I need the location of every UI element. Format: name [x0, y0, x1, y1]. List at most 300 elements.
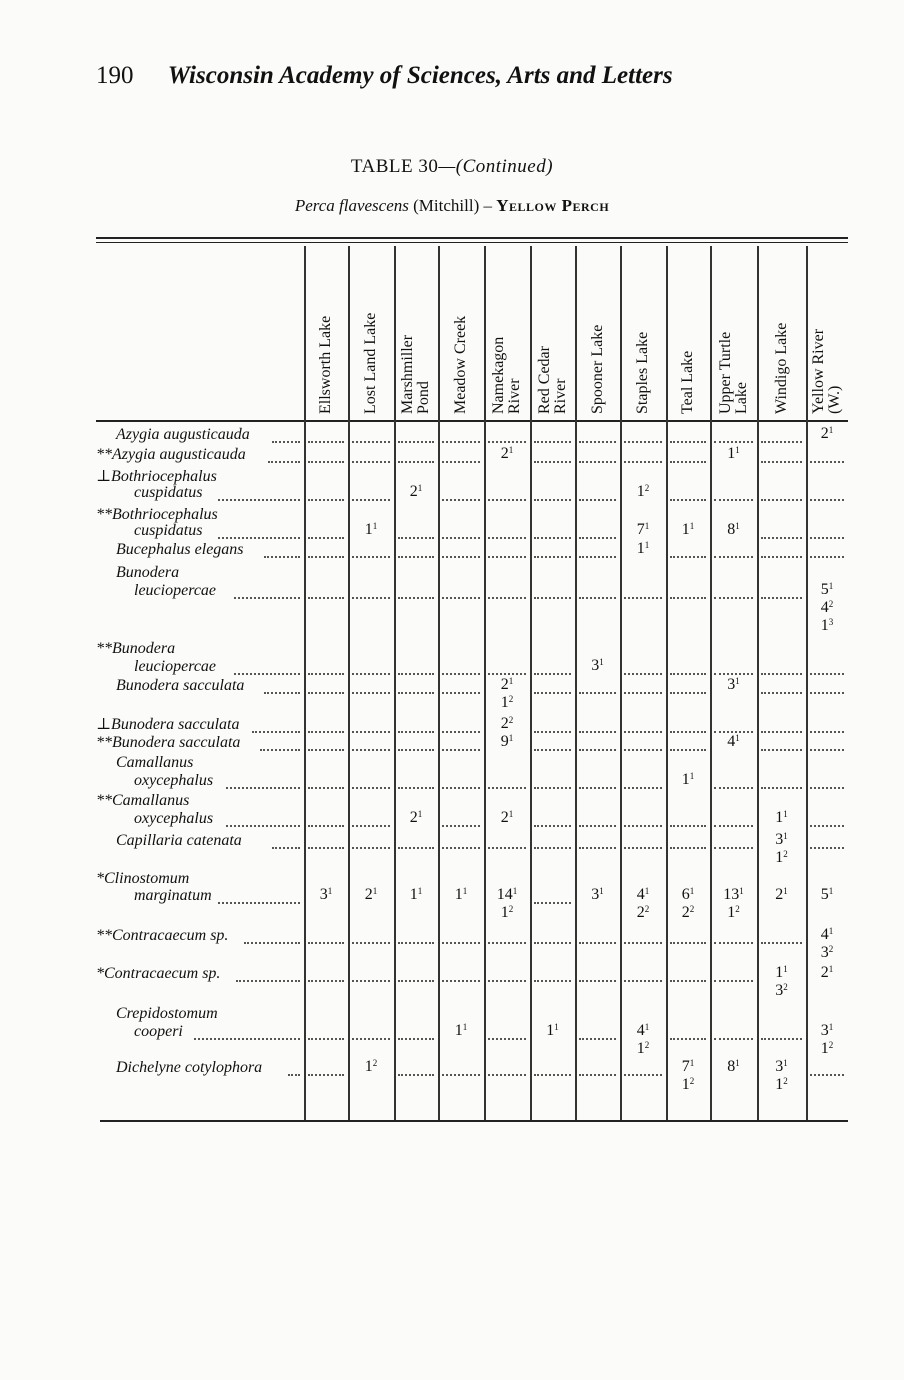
species-name: Bucephalus elegans: [116, 541, 244, 558]
cell-count: 3: [591, 657, 600, 674]
column-header: Staples Lake: [634, 331, 651, 414]
cell-count: 2: [500, 676, 509, 693]
species-name: *Contracaecum sp.: [96, 965, 221, 982]
dot-leader: [810, 749, 844, 752]
cell-superscript: 1: [689, 1058, 695, 1068]
cell-superscript: 1: [828, 964, 834, 974]
cell-value: [393, 483, 439, 501]
cell-value: [759, 1076, 805, 1094]
species-name: *Clinostomum: [96, 870, 190, 887]
dot-leader: [398, 1038, 434, 1041]
dot-leader: [352, 441, 390, 444]
dot-leader: [670, 461, 706, 464]
dot-leader: [308, 825, 344, 828]
dot-leader: [398, 692, 434, 695]
cell-count: 1: [500, 694, 509, 711]
dot-leader: [398, 847, 434, 850]
column-divider: [394, 246, 396, 1120]
dot-leader: [670, 441, 706, 444]
dot-leader: [268, 461, 300, 464]
cell-value: [804, 617, 850, 635]
species-name: **Bothriocephalus: [96, 506, 218, 523]
dot-leader: [244, 942, 300, 945]
cell-count: 3: [820, 944, 829, 961]
cell-value: [804, 1022, 850, 1040]
column-divider: [304, 246, 306, 1120]
dot-leader: [534, 499, 571, 502]
cell-value: [484, 694, 530, 712]
cell-superscript: 1: [735, 733, 740, 743]
dot-leader: [308, 556, 344, 559]
cell-superscript: 1: [689, 771, 695, 781]
species-name: Bunodera: [116, 564, 180, 581]
cell-value: [438, 1022, 484, 1040]
cell-value: [804, 964, 850, 982]
dot-leader: [579, 847, 616, 850]
cell-superscript: 2: [828, 599, 834, 609]
species-name: oxycephalus: [134, 810, 214, 827]
dot-leader: [534, 731, 571, 734]
cell-superscript: 1: [735, 521, 740, 531]
cell-value: [620, 1040, 666, 1058]
dot-leader: [352, 1038, 390, 1041]
dot-leader: [442, 673, 480, 676]
column-header: Spooner Lake: [588, 324, 606, 414]
cell-value: [484, 676, 530, 694]
dot-leader: [194, 1038, 300, 1041]
cell-count: 1: [775, 809, 784, 826]
column-header: Lost Land Lake: [362, 312, 379, 414]
cell-count: 5: [820, 886, 829, 903]
page-number: 190: [96, 62, 134, 89]
cell-value: [804, 1040, 850, 1058]
dot-leader: [352, 597, 390, 600]
cell-count: 1: [636, 483, 645, 500]
dot-leader: [534, 441, 571, 444]
cell-count: 1: [500, 904, 509, 921]
cell-superscript: 1: [828, 886, 834, 896]
cell-value: [804, 599, 850, 617]
dot-leader: [398, 1074, 434, 1077]
cell-count: 4: [727, 733, 736, 750]
dot-leader: [352, 825, 390, 828]
table-continued: —(Continued): [438, 156, 554, 177]
cell-count: 2: [775, 886, 784, 903]
cell-superscript: 2: [689, 904, 695, 914]
dot-leader: [442, 692, 480, 695]
cell-superscript: 2: [644, 483, 650, 493]
dot-leader: [488, 847, 526, 850]
dot-leader: [624, 787, 662, 790]
dot-leader: [714, 942, 753, 945]
cell-count: 1: [681, 521, 690, 538]
cell-count: 6: [681, 886, 690, 903]
cell-count: 1: [820, 1040, 829, 1057]
dot-leader: [534, 980, 571, 983]
subtitle-species: Perca flavescens: [294, 196, 409, 215]
dot-leader: [579, 749, 616, 752]
dot-leader: [218, 499, 300, 502]
dot-leader: [579, 1038, 616, 1041]
dot-leader: [810, 556, 844, 559]
dot-leader: [442, 441, 480, 444]
dot-leader: [714, 597, 753, 600]
cell-count: 14: [496, 886, 513, 903]
dot-leader: [579, 787, 616, 790]
dot-leader: [810, 787, 844, 790]
dot-leader: [579, 499, 616, 502]
species-name: ⊥Bunodera sacculata: [96, 716, 240, 733]
cell-superscript: 1: [417, 809, 423, 819]
cell-count: 8: [727, 1058, 736, 1075]
dot-leader: [761, 556, 802, 559]
cell-value: [393, 809, 439, 827]
species-name: oxycephalus: [134, 772, 214, 789]
dot-leader: [624, 692, 662, 695]
dot-leader: [761, 461, 802, 464]
cell-superscript: 2: [828, 1040, 834, 1050]
dot-leader: [579, 825, 616, 828]
dot-leader: [714, 499, 753, 502]
dot-leader: [579, 441, 616, 444]
dot-leader: [579, 980, 616, 983]
dot-leader: [670, 731, 706, 734]
dot-leader: [442, 847, 480, 850]
dot-leader: [442, 499, 480, 502]
cell-superscript: 1: [327, 886, 333, 896]
cell-superscript: 1: [783, 831, 788, 841]
column-divider: [620, 246, 622, 1120]
cell-value: [484, 445, 530, 463]
column-divider: [438, 246, 440, 1120]
cell-count: 4: [636, 1022, 645, 1039]
dot-leader: [352, 847, 390, 850]
cell-superscript: 1: [508, 445, 514, 455]
cell-superscript: 1: [372, 886, 378, 896]
dot-leader: [272, 441, 300, 444]
cell-count: 5: [820, 581, 829, 598]
cell-value: [575, 886, 621, 904]
cell-value: [759, 982, 805, 1000]
species-name: Bunodera sacculata: [116, 677, 245, 694]
cell-value: [620, 904, 666, 922]
dot-leader: [264, 692, 300, 695]
cell-superscript: 1: [644, 521, 650, 531]
dot-leader: [308, 441, 344, 444]
cell-value: [348, 521, 394, 539]
dot-leader: [579, 537, 616, 540]
species-name: Crepidostomum: [116, 1005, 218, 1022]
dot-leader: [624, 1074, 662, 1077]
dot-leader: [398, 597, 434, 600]
dot-leader: [624, 461, 662, 464]
dot-leader: [218, 902, 300, 905]
column-header: Windigo Lake: [772, 322, 790, 414]
table-subtitle: [0, 196, 904, 216]
cell-superscript: 1: [508, 809, 514, 819]
dot-leader: [624, 749, 662, 752]
cell-count: 1: [681, 771, 690, 788]
dot-leader: [488, 787, 526, 790]
dot-leader: [308, 942, 344, 945]
subtitle-common-name: Yellow Perch: [496, 196, 610, 215]
cell-superscript: 2: [828, 944, 834, 954]
dot-leader: [761, 673, 802, 676]
dot-leader: [810, 537, 844, 540]
dot-leader: [352, 556, 390, 559]
cell-value: [665, 771, 711, 789]
dot-leader: [624, 825, 662, 828]
cell-superscript: 1: [644, 886, 650, 896]
species-name: leuciopercae: [134, 582, 217, 599]
cell-value: [620, 1022, 666, 1040]
dot-leader: [579, 597, 616, 600]
table-number: TABLE 30: [350, 156, 439, 177]
cell-value: [759, 1058, 805, 1076]
cell-count: 1: [409, 886, 418, 903]
cell-count: 7: [681, 1058, 690, 1075]
cell-superscript: 1: [783, 964, 788, 974]
column-header: Marshmiller Pond: [399, 334, 432, 414]
dot-leader: [398, 942, 434, 945]
cell-superscript: 2: [372, 1058, 378, 1068]
dot-leader: [488, 556, 526, 559]
dot-leader: [534, 597, 571, 600]
cell-superscript: 1: [512, 886, 518, 896]
cell-value: [484, 904, 530, 922]
dot-leader: [352, 942, 390, 945]
cell-superscript: 1: [462, 1022, 468, 1032]
cell-superscript: 1: [599, 657, 604, 667]
species-name: ⊥Bothriocephalus: [96, 468, 217, 485]
cell-superscript: 1: [417, 886, 423, 896]
species-name: **Azygia augusticauda: [96, 446, 246, 463]
dot-leader: [288, 1074, 300, 1077]
dot-leader: [442, 731, 480, 734]
dot-leader: [761, 692, 802, 695]
dot-leader: [670, 597, 706, 600]
dot-leader: [308, 597, 344, 600]
column-header: Teal Lake: [679, 350, 696, 414]
dot-leader: [670, 847, 706, 850]
dot-leader: [624, 441, 662, 444]
dot-leader: [810, 825, 844, 828]
dot-leader: [714, 1038, 753, 1041]
dot-leader: [398, 749, 434, 752]
dot-leader: [624, 847, 662, 850]
cell-value: [620, 886, 666, 904]
dot-leader: [670, 692, 706, 695]
dot-leader: [810, 731, 844, 734]
dot-leader: [488, 537, 526, 540]
cell-count: 9: [500, 733, 509, 750]
dot-leader: [488, 1038, 526, 1041]
dot-leader: [308, 1038, 344, 1041]
cell-count: 2: [500, 445, 509, 462]
dot-leader: [488, 441, 526, 444]
cell-value: [620, 540, 666, 558]
dot-leader: [488, 1074, 526, 1077]
dot-leader: [670, 942, 706, 945]
species-name: Azygia augusticauda: [116, 426, 250, 443]
cell-count: 1: [820, 617, 829, 634]
cell-value: [530, 1022, 576, 1040]
cell-count: 1: [727, 445, 736, 462]
dot-leader: [534, 942, 571, 945]
dot-leader: [398, 556, 434, 559]
dot-leader: [761, 731, 802, 734]
cell-count: 2: [409, 809, 418, 826]
cell-value: [620, 521, 666, 539]
cell-value: [575, 657, 621, 675]
cell-value: [759, 886, 805, 904]
cell-value: [303, 886, 349, 904]
dot-leader: [398, 731, 434, 734]
cell-value: [484, 809, 530, 827]
cell-superscript: 1: [783, 886, 788, 896]
cell-value: [759, 849, 805, 867]
dot-leader: [226, 787, 300, 790]
cell-count: 8: [727, 521, 736, 538]
cell-superscript: 2: [783, 982, 788, 992]
cell-count: 2: [820, 425, 829, 442]
cell-superscript: 3: [828, 617, 834, 627]
dot-leader: [579, 461, 616, 464]
cell-value: [348, 1058, 394, 1076]
cell-count: 4: [820, 926, 829, 943]
dot-leader: [308, 731, 344, 734]
dot-leader: [308, 847, 344, 850]
dot-leader: [810, 1074, 844, 1077]
dot-leader: [534, 556, 571, 559]
cell-superscript: 1: [689, 521, 695, 531]
cell-superscript: 1: [828, 1022, 834, 1032]
cell-value: [804, 886, 850, 904]
cell-value: [759, 964, 805, 982]
cell-value: [804, 944, 850, 962]
dot-leader: [442, 537, 480, 540]
cell-value: [665, 904, 711, 922]
cell-count: 3: [775, 1058, 784, 1075]
cell-superscript: 1: [644, 540, 650, 550]
species-name: Camallanus: [116, 754, 194, 771]
cell-count: 2: [500, 715, 509, 732]
dot-leader: [810, 461, 844, 464]
dot-leader: [534, 461, 571, 464]
dot-leader: [398, 461, 434, 464]
dot-leader: [670, 556, 706, 559]
cell-count: 2: [500, 809, 509, 826]
dot-leader: [534, 537, 571, 540]
dot-leader: [488, 942, 526, 945]
cell-superscript: 1: [644, 1022, 650, 1032]
dot-leader: [442, 597, 480, 600]
dot-leader: [352, 731, 390, 734]
column-header: Yellow River (W.): [810, 328, 843, 414]
column-header: Upper Turtle Lake: [716, 331, 750, 414]
dot-leader: [352, 499, 390, 502]
header-rule: [96, 420, 848, 422]
cell-superscript: 1: [554, 1022, 559, 1032]
cell-superscript: 1: [783, 809, 788, 819]
dot-leader: [308, 461, 344, 464]
dot-leader: [714, 825, 753, 828]
dot-leader: [308, 537, 344, 540]
cell-value: [665, 886, 711, 904]
dot-leader: [624, 597, 662, 600]
cell-value: [665, 521, 711, 539]
dot-leader: [488, 597, 526, 600]
cell-count: 1: [636, 1040, 645, 1057]
column-header: Ellsworth Lake: [317, 315, 334, 414]
dot-leader: [579, 556, 616, 559]
dot-leader: [534, 692, 571, 695]
cell-count: 2: [681, 904, 690, 921]
species-name: Capillaria catenata: [116, 832, 242, 849]
cell-value: [711, 1058, 757, 1076]
dot-leader: [534, 1074, 571, 1077]
cell-count: 1: [454, 886, 463, 903]
dot-leader: [761, 499, 802, 502]
cell-superscript: 2: [508, 904, 514, 914]
cell-superscript: 1: [828, 926, 834, 936]
cell-superscript: 1: [462, 886, 468, 896]
cell-superscript: 1: [599, 886, 604, 896]
dot-leader: [810, 847, 844, 850]
cell-superscript: 1: [739, 886, 744, 896]
dot-leader: [442, 556, 480, 559]
dot-leader: [761, 1038, 802, 1041]
cell-count: 3: [775, 982, 784, 999]
dot-leader: [272, 847, 300, 850]
cell-count: 3: [319, 886, 328, 903]
dot-leader: [308, 749, 344, 752]
dot-leader: [534, 847, 571, 850]
dot-leader: [810, 692, 844, 695]
dot-leader: [534, 749, 571, 752]
dot-leader: [714, 787, 753, 790]
dot-leader: [534, 787, 571, 790]
dot-leader: [624, 942, 662, 945]
dot-leader: [264, 556, 300, 559]
dot-leader: [308, 673, 344, 676]
cell-count: 2: [364, 886, 373, 903]
cell-superscript: 1: [508, 733, 514, 743]
cell-superscript: 2: [508, 694, 514, 704]
dot-leader: [398, 673, 434, 676]
column-header: Red Cedar River: [535, 346, 569, 414]
dot-leader: [761, 787, 802, 790]
cell-count: 7: [636, 521, 645, 538]
cell-count: 1: [636, 540, 645, 557]
column-header: Meadow Creek: [452, 315, 469, 414]
cell-count: 3: [775, 831, 784, 848]
cell-superscript: 2: [783, 1076, 788, 1086]
dot-leader: [670, 499, 706, 502]
species-name: cooperi: [134, 1023, 183, 1040]
dot-leader: [624, 980, 662, 983]
cell-count: 1: [775, 849, 784, 866]
dot-leader: [534, 673, 571, 676]
cell-count: 2: [820, 964, 829, 981]
dot-leader: [714, 980, 753, 983]
cell-count: 4: [820, 599, 829, 616]
cell-superscript: 1: [735, 1058, 740, 1068]
dot-leader: [398, 537, 434, 540]
running-title: Wisconsin Academy of Sciences, Arts and Letters: [167, 62, 673, 89]
column-divider: [348, 246, 350, 1120]
dot-leader: [226, 825, 300, 828]
